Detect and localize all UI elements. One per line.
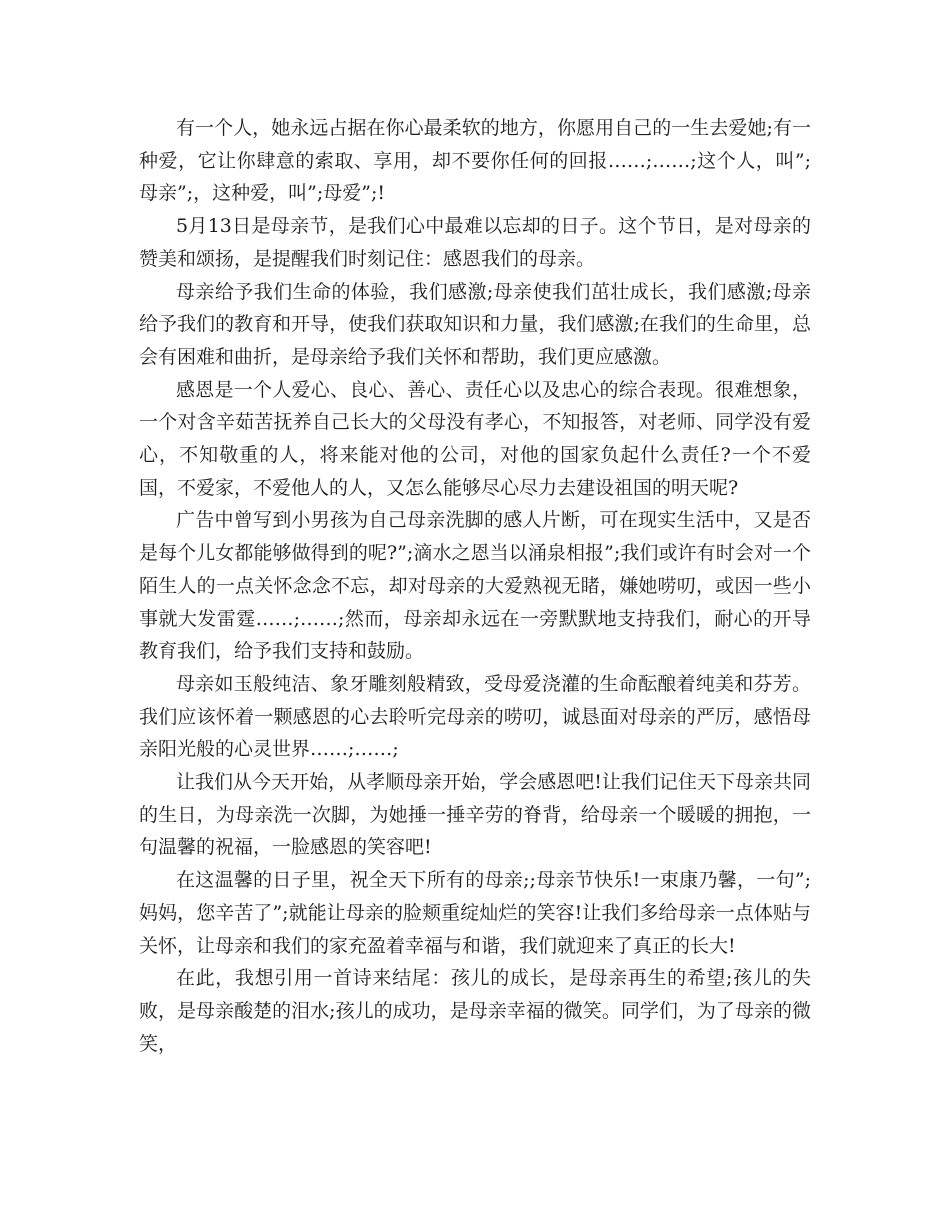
paragraph-4: 感恩是一个人爱心、良心、善心、责任心以及忠心的综合表现。很难想象，一个对含辛茹苦抚养自己长大的父母没有孝心，不知报答，对老师、同学没有爱心，不知敬重的人，将来能对他的公司，对他的国家负起什么责任?一个不爱国，不爱家，不爱他人的人，又怎么能够尽心尽力去建设祖国的明天呢? — [139, 378, 811, 499]
paragraph-7: 让我们从今天开始，从孝顺母亲开始，学会感恩吧!让我们记住天下母亲共同的生日，为母亲洗一次脚，为她捶一捶辛劳的脊背，给母亲一个暖暖的拥抱，一句温馨的祝福，一脸感恩的笑容吧! — [139, 771, 811, 859]
paragraph-8: 在这温馨的日子里，祝全天下所有的母亲;;母亲节快乐!一束康乃馨，一句”;妈妈，您辛苦了”;就能让母亲的脸颊重绽灿烂的笑容!让我们多给母亲一点体贴与关怀，让母亲和我们的家充盈着幸福与和谐，我们就迎来了真正的长大! — [139, 869, 811, 957]
paragraph-3: 母亲给予我们生命的体验，我们感激;母亲使我们茁壮成长，我们感激;母亲给予我们的教育和开导，使我们获取知识和力量，我们感激;在我们的生命里，总会有困难和曲折，是母亲给予我们关怀和帮助，我们更应感激。 — [139, 280, 811, 368]
document-body — [139, 112, 811, 1060]
paragraph-5: 广告中曾写到小男孩为自己母亲洗脚的感人片断，可在现实生活中，又是否是每个儿女都能够做得到的呢?”;滴水之恩当以涌泉相报”;我们或许有时会对一个陌生人的一点关怀念念不忘，却对母亲的大爱熟视无睹，嫌她唠叨，或因一些小事就大发雷霆……;……;然而，母亲却永远在一旁默默地支持我们，耐心的开导教育我们，给予我们支持和鼓励。 — [139, 509, 811, 663]
paragraph-2: 5月13日是母亲节，是我们心中最难以忘却的日子。这个节日，是对母亲的赞美和颂扬，是提醒我们时刻记住：感恩我们的母亲。 — [139, 215, 811, 270]
paragraph-1: 有一个人，她永远占据在你心最柔软的地方，你愿用自己的一生去爱她;有一种爱，它让你肆意的索取、享用，却不要你任何的回报……;……;这个人，叫”;母亲”;，这种爱，叫”;母爱”;! — [139, 117, 811, 205]
paragraph-9: 在此，我想引用一首诗来结尾：孩儿的成长，是母亲再生的希望;孩儿的失败，是母亲酸楚的泪水;孩儿的成功，是母亲幸福的微笑。同学们，为了母亲的微笑， — [139, 967, 811, 1055]
paragraph-6: 母亲如玉般纯洁、象牙雕刻般精致，受母爱浇灌的生命酝酿着纯美和芬芳。我们应该怀着一颗感恩的心去聆听完母亲的唠叨，诚恳面对母亲的严厉，感悟母亲阳光般的心灵世界……;……; — [139, 672, 811, 761]
